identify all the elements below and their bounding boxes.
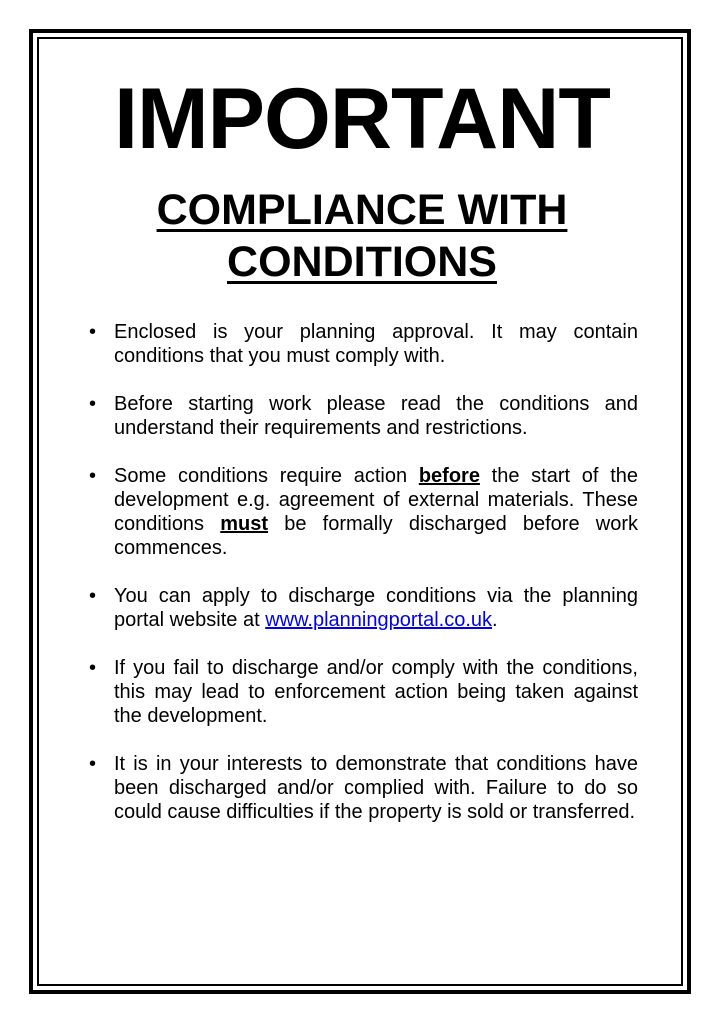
bullet-item-enforcement xyxy=(86,656,638,728)
bullet-text-part: the start of the development e.g. agreement of external materials. These conditions xyxy=(114,465,638,535)
bullet-item-action-before xyxy=(86,464,638,560)
bullet-item-approval xyxy=(86,320,638,368)
bullet-dot-icon: • xyxy=(89,465,97,487)
bullet-dot-icon: • xyxy=(89,393,97,415)
emphasis-before: before xyxy=(418,465,480,487)
bullet-text: It is in your interests to demonstrate that conditions have been discharged and/or complied with. Failure to do so could cause difficulties if the property is sold or transferred. xyxy=(114,753,638,823)
planning-portal-link[interactable]: www.planningportal.co.uk xyxy=(265,609,492,631)
subtitle-line-2: CONDITIONS xyxy=(227,238,497,286)
conditions-bullet-list xyxy=(86,320,638,824)
emphasis-must: must xyxy=(220,513,269,535)
bullet-dot-icon: • xyxy=(89,585,97,607)
bullet-dot-icon: • xyxy=(89,321,97,343)
notice-title: IMPORTANT xyxy=(114,71,610,167)
bullet-text-part: You can apply to discharge conditions via the planning portal website at xyxy=(114,585,638,631)
bullet-item-interests xyxy=(86,752,638,824)
bullet-text: If you fail to discharge and/or comply with the conditions, this may lead to enforcement action being taken against the development. xyxy=(114,657,638,727)
bullet-item-planning-portal xyxy=(86,584,638,632)
bullet-text: Enclosed is your planning approval. It may contain conditions that you must comply with. xyxy=(114,321,638,367)
bullet-text-part: be formally discharged before work commences. xyxy=(114,513,638,559)
bullet-text: Before starting work please read the conditions and understand their requirements and restrictions. xyxy=(114,393,638,439)
notice-subtitle xyxy=(86,184,638,288)
bullet-dot-icon: • xyxy=(89,753,97,775)
bullet-text-part: . xyxy=(492,609,498,631)
bullet-dot-icon: • xyxy=(89,657,97,679)
subtitle-line-1: COMPLIANCE WITH xyxy=(156,186,568,234)
bullet-text-part: Some conditions require action xyxy=(114,465,419,487)
notice-content xyxy=(86,70,638,848)
bullet-item-read-conditions xyxy=(86,392,638,440)
